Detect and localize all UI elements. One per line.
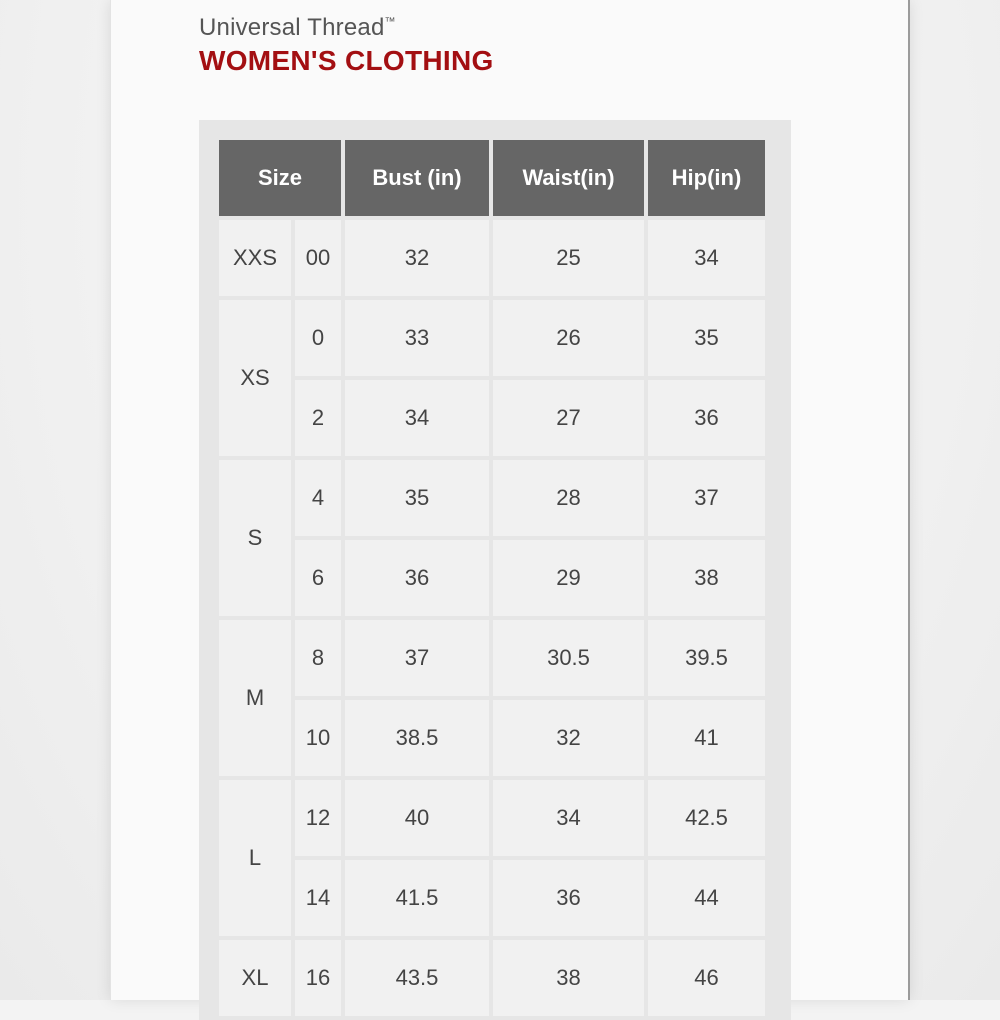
bust-value: 37	[345, 620, 489, 696]
size-number: 4	[295, 460, 341, 536]
header-bust: Bust (in)	[345, 140, 489, 216]
size-number: 16	[295, 940, 341, 1016]
table-row	[219, 380, 765, 456]
hip-value: 38	[648, 540, 765, 616]
hip-value: 41	[648, 700, 765, 776]
table-row	[219, 460, 765, 536]
hip-value: 44	[648, 860, 765, 936]
size-number: 2	[295, 380, 341, 456]
table-row	[219, 700, 765, 776]
waist-value: 36	[493, 860, 644, 936]
waist-value: 27	[493, 380, 644, 456]
table-row	[219, 540, 765, 616]
bust-value: 41.5	[345, 860, 489, 936]
size-number: 8	[295, 620, 341, 696]
hip-value: 39.5	[648, 620, 765, 696]
bust-value: 38.5	[345, 700, 489, 776]
trademark-symbol: ™	[384, 16, 396, 28]
size-number: 6	[295, 540, 341, 616]
size-table	[215, 136, 769, 1020]
size-number: 00	[295, 220, 341, 296]
waist-value: 26	[493, 300, 644, 376]
size-number: 0	[295, 300, 341, 376]
size-letter: XL	[219, 940, 291, 1016]
brand-name: Universal Thread™	[199, 14, 396, 41]
hip-value: 37	[648, 460, 765, 536]
section-title: WOMEN'S CLOTHING	[199, 45, 494, 76]
bust-value: 35	[345, 460, 489, 536]
size-chart-card	[110, 0, 910, 1000]
waist-value: 34	[493, 780, 644, 856]
size-table-container	[199, 120, 791, 1020]
bust-value: 34	[345, 380, 489, 456]
bust-value: 36	[345, 540, 489, 616]
table-row	[219, 860, 765, 936]
size-letter: XXS	[219, 220, 291, 296]
header-size: Size	[219, 140, 341, 216]
waist-value: 32	[493, 700, 644, 776]
size-letter: M	[219, 620, 291, 776]
hip-value: 46	[648, 940, 765, 1016]
hip-value: 34	[648, 220, 765, 296]
table-row	[219, 300, 765, 376]
bust-value: 33	[345, 300, 489, 376]
size-letter: L	[219, 780, 291, 936]
size-number: 10	[295, 700, 341, 776]
table-header-row	[219, 140, 765, 216]
waist-value: 30.5	[493, 620, 644, 696]
size-number: 14	[295, 860, 341, 936]
table-row	[219, 220, 765, 296]
table-row	[219, 620, 765, 696]
bust-value: 43.5	[345, 940, 489, 1016]
bust-value: 32	[345, 220, 489, 296]
size-letter: XS	[219, 300, 291, 456]
bust-value: 40	[345, 780, 489, 856]
hip-value: 42.5	[648, 780, 765, 856]
hip-value: 36	[648, 380, 765, 456]
waist-value: 38	[493, 940, 644, 1016]
table-row	[219, 940, 765, 1016]
table-row	[219, 780, 765, 856]
waist-value: 28	[493, 460, 644, 536]
size-letter: S	[219, 460, 291, 616]
waist-value: 25	[493, 220, 644, 296]
size-number: 12	[295, 780, 341, 856]
waist-value: 29	[493, 540, 644, 616]
header-hip: Hip(in)	[648, 140, 765, 216]
hip-value: 35	[648, 300, 765, 376]
header-waist: Waist(in)	[493, 140, 644, 216]
